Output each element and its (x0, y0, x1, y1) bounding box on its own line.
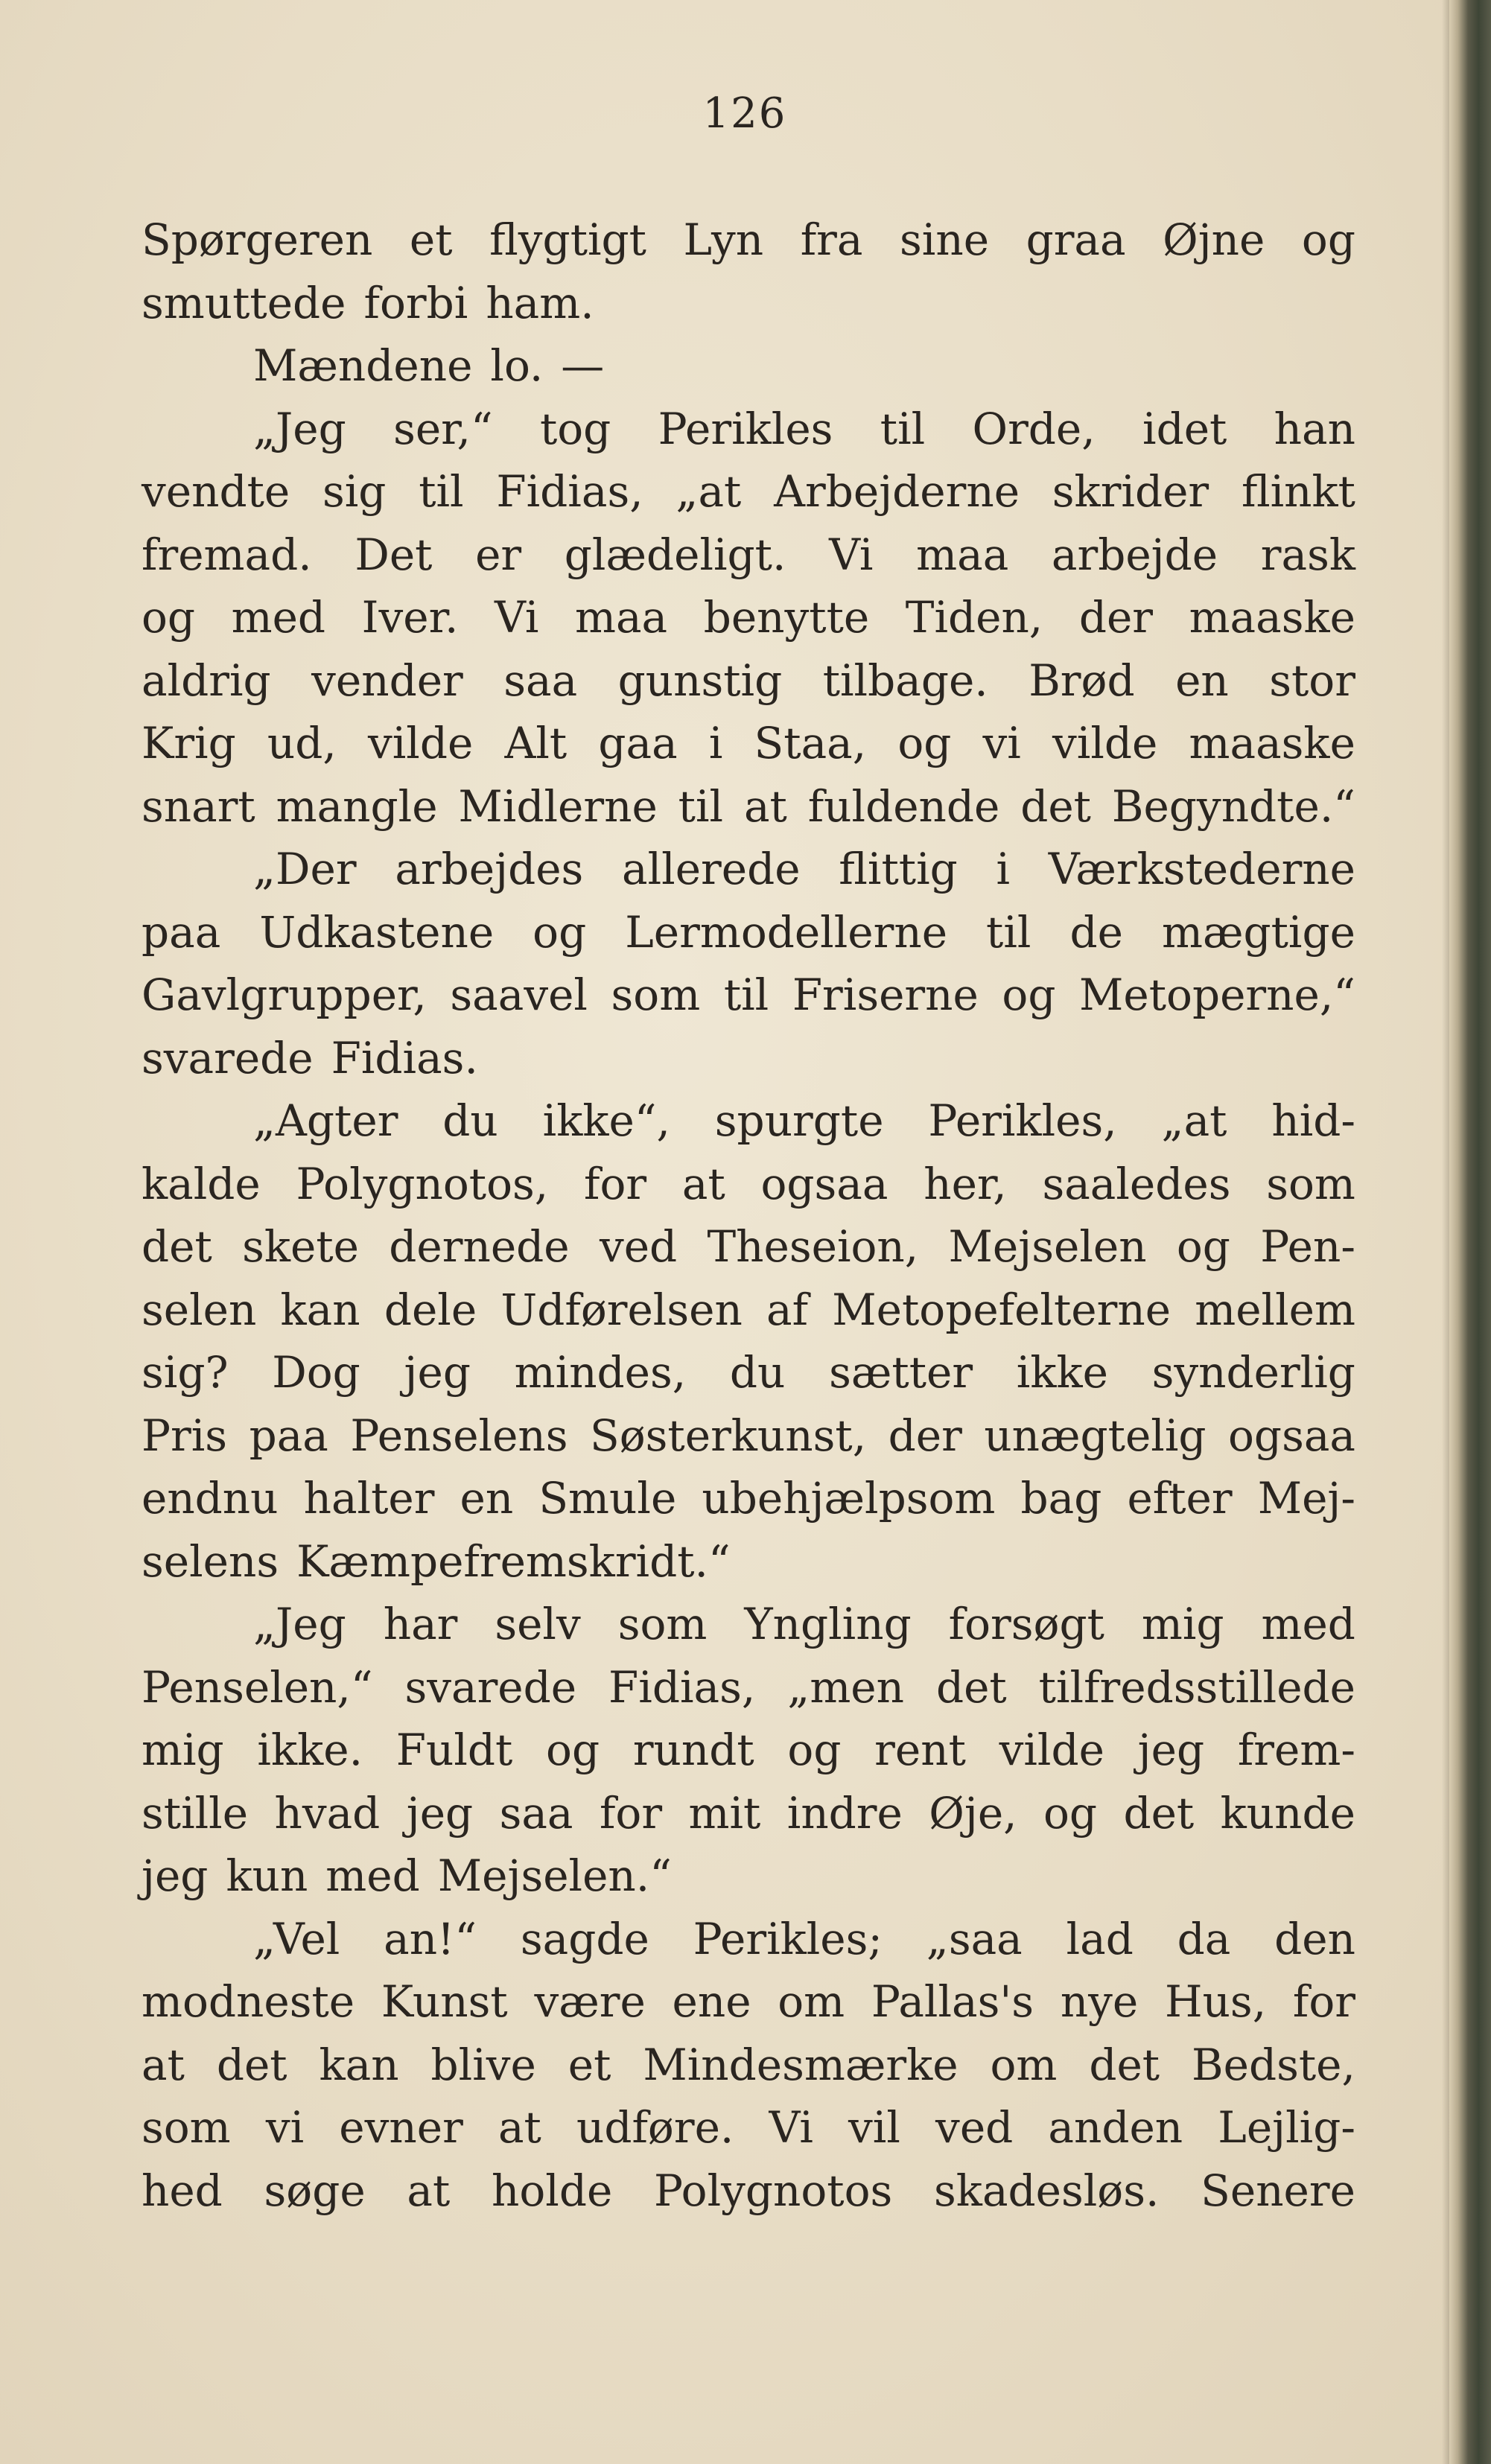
text-word: Arbejderne (774, 466, 1020, 517)
text-word: vender (311, 655, 463, 706)
text-word: vil (848, 2102, 900, 2153)
text-line (142, 1279, 1355, 1342)
text-line (142, 1593, 1355, 1656)
text-line (142, 1719, 1355, 1782)
text-word: Søsterkunst, (590, 1410, 867, 1461)
text-word: skadesløs. (934, 2165, 1160, 2216)
text-word: rundt (632, 1725, 754, 1775)
text-word: Perikles, (928, 1095, 1117, 1146)
text-word: selv (495, 1599, 581, 1649)
text-word: Iver. (361, 592, 459, 643)
text-word: forsøgt (948, 1599, 1104, 1649)
text-word: Vi (494, 592, 539, 643)
text-word: forbi (363, 277, 468, 328)
text-word: smuttede (142, 277, 346, 328)
text-word: og (1301, 214, 1355, 265)
text-line (142, 838, 1355, 901)
text-word: og (1043, 1787, 1098, 1839)
text-word: her, (923, 1158, 1007, 1209)
text-word: ham. (486, 277, 594, 328)
text-word: fuldende (807, 780, 1000, 832)
text-word: Theseion, (707, 1221, 919, 1272)
text-word: mindes, (514, 1347, 687, 1398)
text-word: selens (142, 1535, 279, 1587)
text-word: sagde (520, 1913, 649, 1964)
text-word: sig (322, 466, 387, 517)
text-word: ved (599, 1221, 678, 1272)
text-word: unægtelig (984, 1410, 1207, 1461)
text-word: Fuldt (395, 1725, 513, 1775)
text-word: den (1274, 1913, 1355, 1964)
text-word: ene (672, 1976, 751, 2027)
text-word: frem- (1237, 1725, 1355, 1775)
text-word: Penselen,“ (142, 1661, 373, 1713)
text-word: vi (265, 2102, 305, 2153)
text-word: som (142, 2102, 231, 2153)
text-word: Fidias, (608, 1661, 756, 1713)
text-word: til (723, 970, 769, 1020)
text-word: endnu (142, 1473, 279, 1524)
text-word: Hus, (1165, 1976, 1267, 2027)
text-word: paa (142, 906, 221, 958)
text-word: Udførelsen (500, 1284, 743, 1335)
text-word: for (583, 1158, 647, 1209)
text-word: — (561, 340, 605, 391)
text-word: et (568, 2039, 611, 2090)
text-line (142, 1153, 1355, 1216)
text-word: vilde (367, 718, 474, 768)
text-word: flittig (839, 844, 958, 894)
text-word: Mejselen.“ (437, 1850, 672, 1901)
text-word: Kæmpefremskridt.“ (296, 1535, 731, 1587)
text-line (142, 1970, 1355, 2034)
text-word: Perikles; (693, 1913, 883, 1964)
text-word: mig (1141, 1599, 1224, 1649)
text-word: dele (384, 1284, 477, 1335)
text-line (142, 712, 1355, 775)
text-word: anden (1048, 2102, 1183, 2153)
text-word: an!“ (384, 1913, 477, 1964)
text-word: et (409, 214, 453, 265)
text-word: om (778, 1976, 845, 2027)
text-word: det (216, 2039, 287, 2090)
text-word: Spørgeren (142, 214, 373, 265)
body-text (142, 208, 1355, 2222)
text-word: Orde, (972, 403, 1096, 454)
text-word: som (617, 1599, 708, 1649)
text-word: Lermodellerne (625, 906, 948, 958)
text-word: halter (303, 1473, 435, 1524)
text-word: det (1089, 2039, 1160, 2090)
text-word: kunde (1220, 1787, 1355, 1839)
text-word: mellem (1195, 1284, 1355, 1335)
text-word: at (497, 2102, 541, 2153)
text-word: kan (280, 1284, 360, 1335)
text-word: saavel (450, 970, 588, 1020)
text-word: svarede (404, 1661, 577, 1713)
text-word: „Jeg (253, 1599, 346, 1649)
text-word: Udkastene (259, 906, 495, 958)
text-line (142, 334, 1355, 398)
text-word: Begyndte.“ (1111, 780, 1355, 832)
text-word: med (1261, 1599, 1355, 1649)
text-word: Tiden, (905, 592, 1043, 643)
text-word: være (534, 1976, 646, 2027)
text-word: Mindesmærke (643, 2039, 958, 2090)
text-word: hid- (1271, 1095, 1355, 1146)
text-word: mig (142, 1725, 224, 1775)
text-word: Dog (272, 1347, 360, 1398)
text-word: det (1123, 1787, 1195, 1839)
text-word: ikke (1016, 1347, 1108, 1398)
text-word: og (897, 718, 952, 768)
page-gutter-shadow (1442, 0, 1449, 2464)
text-word: udføre. (576, 2102, 734, 2153)
text-word: og (1176, 1221, 1230, 1272)
text-word: til (678, 780, 724, 832)
text-word: rent (874, 1725, 966, 1775)
text-word: bag (1020, 1473, 1102, 1524)
text-word: Yngling (744, 1599, 912, 1649)
text-word: maaske (1189, 592, 1355, 643)
text-word: fremad. (142, 529, 312, 580)
text-word: Kunst (381, 1976, 508, 2027)
text-word: Gavlgrupper, (142, 970, 427, 1020)
text-word: og (532, 906, 587, 958)
text-word: svarede (142, 1032, 314, 1083)
text-word: glædeligt. (564, 529, 786, 580)
text-word: allerede (622, 844, 801, 894)
text-word: som (611, 970, 701, 1020)
text-word: paa (249, 1410, 328, 1461)
text-word: Metoperne,“ (1079, 970, 1355, 1020)
text-word: vilde (1052, 718, 1158, 768)
text-word: Øje, (929, 1787, 1017, 1839)
text-word: snart (142, 780, 255, 832)
text-word: er (475, 529, 522, 580)
text-word: til (880, 403, 926, 454)
text-word: og (787, 1725, 842, 1775)
text-line (142, 1341, 1355, 1404)
text-word: Friserne (792, 970, 979, 1020)
text-line (142, 1908, 1355, 1971)
text-word: som (1266, 1158, 1355, 1209)
text-word: ved (935, 2102, 1014, 2153)
text-word: Øjne (1163, 214, 1265, 265)
text-word: synderlig (1151, 1347, 1355, 1398)
text-line (142, 2096, 1355, 2159)
text-word: Lejlig- (1218, 2102, 1355, 2153)
text-word: Smule (538, 1473, 677, 1524)
text-word: Det (355, 529, 433, 580)
text-word: maa (574, 592, 668, 643)
text-word: arbejdes (395, 844, 584, 894)
text-word: lo. (490, 340, 544, 391)
text-line (142, 1782, 1355, 1845)
text-word: aldrig (142, 655, 271, 706)
text-word: jeg (1137, 1725, 1205, 1775)
text-word: ogsaa (1228, 1410, 1355, 1461)
text-word: med (231, 592, 326, 643)
text-word: for (599, 1787, 663, 1839)
text-word: Værkstederne (1048, 844, 1355, 894)
text-word: „at (675, 466, 742, 517)
text-word: ubehjælpsom (702, 1473, 996, 1524)
text-word: at (407, 2165, 451, 2216)
text-word: du (729, 1347, 786, 1398)
text-word: saa (503, 655, 578, 706)
text-word: benytte (703, 592, 870, 643)
text-word: „at (1161, 1095, 1227, 1146)
text-word: om (990, 2039, 1058, 2090)
text-word: nye (1060, 1976, 1139, 2027)
text-word: jeg (404, 1347, 471, 1398)
text-word: har (383, 1599, 458, 1649)
text-word: Brød (1029, 655, 1135, 706)
text-word: selen (142, 1284, 257, 1335)
text-word: Lyn (683, 214, 764, 265)
text-line (142, 523, 1355, 587)
text-word: ud, (267, 718, 337, 768)
text-word: Alt (504, 718, 568, 768)
text-line (142, 775, 1355, 838)
text-word: kan (319, 2039, 399, 2090)
text-word: Fidias, (496, 466, 643, 517)
text-word: dernede (389, 1221, 570, 1272)
text-word: graa (1026, 214, 1126, 265)
text-word: i (708, 718, 723, 768)
text-word: der (1078, 592, 1153, 643)
text-line (142, 2034, 1355, 2097)
text-line (142, 1027, 1355, 1090)
text-word: til (986, 906, 1031, 958)
book-spine (1449, 0, 1491, 2464)
text-word: ogsaa (760, 1158, 888, 1209)
text-word: stor (1269, 655, 1355, 706)
text-word: Midlerne (458, 780, 658, 832)
text-word: evner (339, 2102, 463, 2153)
text-word: Fidias. (331, 1032, 478, 1083)
text-word: af (766, 1284, 809, 1335)
text-word: idet (1142, 403, 1227, 454)
text-word: Pris (142, 1410, 228, 1461)
text-word: med (325, 1850, 420, 1901)
text-word: skete (242, 1221, 359, 1272)
text-line (142, 586, 1355, 649)
text-word: Polygnotos, (296, 1158, 549, 1209)
text-word: tilfredsstillede (1038, 1661, 1355, 1713)
text-word: mangle (276, 780, 438, 832)
text-word: flygtigt (489, 214, 646, 265)
text-word: Senere (1201, 2165, 1355, 2216)
text-word: mægtige (1161, 906, 1355, 958)
text-word: Polygnotos (654, 2165, 893, 2216)
text-word: holde (492, 2165, 613, 2216)
text-word: blive (430, 2039, 536, 2090)
text-word: Staa, (754, 718, 867, 768)
text-word: ikke“, (542, 1095, 670, 1146)
text-word: Mej- (1257, 1473, 1355, 1524)
text-line (142, 272, 1355, 335)
text-word: sine (900, 214, 990, 265)
text-word: i (996, 844, 1011, 894)
text-word: indre (786, 1787, 903, 1839)
text-word: tilbage. (822, 655, 988, 706)
text-line (142, 1467, 1355, 1530)
text-word: gaa (598, 718, 678, 768)
text-line (142, 649, 1355, 713)
text-word: at (142, 2039, 185, 2090)
text-word: vi (982, 718, 1021, 768)
text-word: kun (226, 1850, 308, 1901)
text-word: sætter (829, 1347, 973, 1398)
text-word: kalde (142, 1158, 261, 1209)
text-word: lad (1066, 1913, 1134, 1964)
text-line (142, 1530, 1355, 1594)
text-word: Vi (829, 529, 874, 580)
text-word: Mændene (253, 340, 473, 391)
text-line (142, 1404, 1355, 1468)
text-word: jeg (142, 1850, 209, 1901)
text-word: modneste (142, 1976, 355, 2027)
text-word: det (935, 1661, 1007, 1713)
text-word: Krig (142, 718, 236, 768)
text-word: der (888, 1410, 962, 1461)
text-word: skrider (1052, 466, 1209, 517)
text-word: Penselens (350, 1410, 568, 1461)
text-word: „Vel (253, 1913, 340, 1964)
text-word: det (142, 1221, 212, 1272)
text-word: det (1020, 780, 1091, 832)
text-word: Bedste, (1192, 2039, 1355, 2090)
text-line (142, 2159, 1355, 2223)
text-line (142, 398, 1355, 461)
text-line (142, 1089, 1355, 1153)
text-word: Vi (769, 2102, 813, 2153)
text-word: de (1069, 906, 1123, 958)
text-word: saaledes (1042, 1158, 1231, 1209)
text-word: Metopefelterne (832, 1284, 1172, 1335)
text-word: at (743, 780, 787, 832)
text-word: hed (142, 2165, 223, 2216)
text-word: maaske (1189, 718, 1355, 768)
text-word: saa (499, 1787, 573, 1839)
text-word: søge (264, 2165, 366, 2216)
text-word: „saa (926, 1913, 1023, 1964)
text-word: „Agter (253, 1095, 398, 1146)
text-word: og (142, 592, 196, 643)
text-word: Pen- (1260, 1221, 1355, 1272)
text-word: rask (1260, 529, 1355, 580)
text-line (142, 208, 1355, 272)
text-word: en (1175, 655, 1229, 706)
text-word: Pallas's (871, 1976, 1034, 2027)
text-word: Perikles (658, 403, 833, 454)
text-word: vendte (142, 466, 290, 517)
text-word: da (1177, 1913, 1231, 1964)
text-word: maa (916, 529, 1009, 580)
text-word: tog (539, 403, 611, 454)
text-word: en (460, 1473, 514, 1524)
text-word: og (546, 1725, 600, 1775)
text-word: hvad (274, 1787, 381, 1839)
text-word: og (1002, 970, 1056, 1020)
text-word: gunstig (617, 655, 783, 706)
text-word: sig? (142, 1347, 229, 1398)
text-word: jeg (406, 1787, 474, 1839)
text-word: efter (1127, 1473, 1233, 1524)
text-line (142, 460, 1355, 523)
text-word: „Der (253, 844, 357, 894)
text-word: mit (688, 1787, 761, 1839)
text-line (142, 1656, 1355, 1719)
text-word: vilde (999, 1725, 1104, 1775)
text-word: „men (787, 1661, 904, 1713)
text-line (142, 964, 1355, 1027)
page-number: 126 (702, 89, 787, 138)
text-line (142, 901, 1355, 964)
text-word: han (1274, 403, 1355, 454)
text-word: Mejselen (948, 1221, 1147, 1272)
text-word: arbejde (1051, 529, 1218, 580)
text-word: flinkt (1241, 466, 1355, 517)
text-word: stille (142, 1787, 249, 1839)
text-word: spurgte (714, 1095, 884, 1146)
text-word: „Jeg (253, 403, 346, 454)
text-word: fra (800, 214, 863, 265)
text-word: ser,“ (393, 403, 493, 454)
text-word: at (681, 1158, 725, 1209)
text-word: ikke. (257, 1725, 363, 1775)
text-line (142, 1215, 1355, 1279)
text-word: til (419, 466, 464, 517)
text-word: du (442, 1095, 498, 1146)
text-line (142, 1844, 1355, 1908)
text-word: for (1292, 1976, 1355, 2027)
